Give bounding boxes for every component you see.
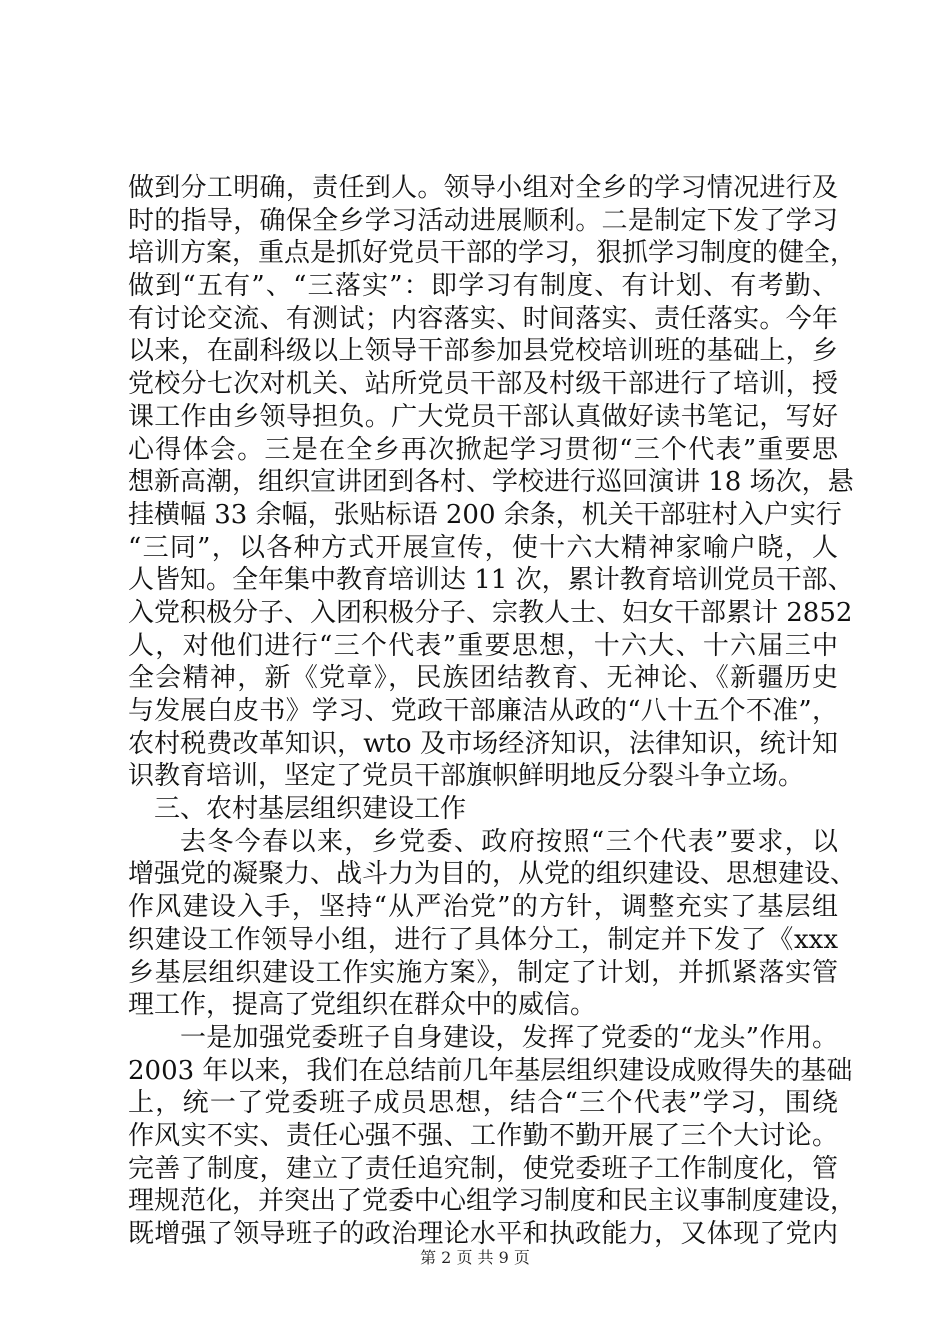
text-line: 作风实不实、责任心强不强、工作勤不勤开展了三个大讨论。 bbox=[128, 1120, 838, 1151]
text-line: 理工作，提高了党组织在群众中的威信。 bbox=[128, 990, 597, 1021]
text-line: 人，对他们进行“三个代表”重要思想，十六大、十六届三中 bbox=[128, 630, 838, 661]
text-line: 挂横幅 33 余幅，张贴标语 200 余条，机关干部驻村入户实行 bbox=[128, 499, 842, 530]
text-line: “三同”，以各种方式开展宣传，使十六大精神家喻户晓，人 bbox=[128, 532, 838, 563]
text-line: 做到分工明确，责任到人。领导小组对全乡的学习情况进行及 bbox=[128, 173, 838, 203]
text-line: 识教育培训，坚定了党员干部旗帜鲜明地反分裂斗争立场。 bbox=[128, 761, 805, 792]
text-line: 党校分七次对机关、站所党员干部及村级干部进行了培训，授 bbox=[128, 369, 838, 400]
text-line: 既增强了领导班子的政治理论水平和执政能力，又体现了党内 bbox=[128, 1219, 838, 1249]
text-line: 增强党的凝聚力、战斗力为目的，从党的组织建设、思想建设、 bbox=[128, 859, 857, 890]
page-number: 第 2 页 共 9 页 bbox=[420, 1248, 530, 1267]
text-line: 一是加强党委班子自身建设，发挥了党委的“龙头”作用。 bbox=[180, 1022, 838, 1053]
text-line: 心得体会。三是在全乡再次掀起学习贯彻“三个代表”重要思 bbox=[128, 434, 838, 465]
text-line: 去冬今春以来，乡党委、政府按照“三个代表”要求，以 bbox=[180, 826, 838, 857]
text-line: 入党积极分子、入团积极分子、宗教人士、妇女干部累计 2852 bbox=[128, 597, 853, 628]
text-line: 想新高潮，组织宣讲团到各村、学校进行巡回演讲 18 场次，悬 bbox=[128, 467, 854, 498]
text-line: 有讨论交流、有测试；内容落实、时间落实、责任落实。今年 bbox=[128, 303, 838, 334]
text-line: 上，统一了党委班子成员思想，结合“三个代表”学习，围绕 bbox=[128, 1088, 838, 1119]
document-body bbox=[128, 172, 857, 1251]
text-line: 人皆知。全年集中教育培训达 11 次，累计教育培训党员干部、 bbox=[128, 565, 854, 596]
text-line: 理规范化，并突出了党委中心组学习制度和民主议事制度建设， bbox=[128, 1186, 857, 1217]
text-line: 培训方案，重点是抓好党员干部的学习，狠抓学习制度的健全， bbox=[128, 238, 857, 269]
page-footer bbox=[0, 1245, 950, 1268]
text-line: 农村税费改革知识，wto 及市场经济知识，法律知识，统计知 bbox=[128, 728, 838, 759]
text-line: 做到“五有”、“三落实”：即学习有制度、有计划、有考勤、 bbox=[128, 271, 838, 302]
text-line: 与发展白皮书》学习、党政干部廉洁从政的“八十五个不准”， bbox=[128, 696, 838, 726]
text-line: 织建设工作领导小组，进行了具体分工，制定并下发了《xxx bbox=[128, 924, 838, 955]
text-line: 乡基层组织建设工作实施方案》，制定了计划，并抓紧落实管 bbox=[128, 957, 838, 988]
text-line: 完善了制度，建立了责任追究制，使党委班子工作制度化，管 bbox=[128, 1153, 838, 1184]
text-line: 全会精神，新《党章》，民族团结教育、无神论、《新疆历史 bbox=[128, 663, 838, 694]
section-heading: 三、农村基层组织建设工作 bbox=[154, 794, 467, 825]
text-line: 2003 年以来，我们在总结前几年基层组织建设成败得失的基础 bbox=[128, 1055, 853, 1086]
text-line: 课工作由乡领导担负。广大党员干部认真做好读书笔记，写好 bbox=[128, 401, 838, 432]
text-line: 以来，在副科级以上领导干部参加县党校培训班的基础上，乡 bbox=[128, 336, 838, 367]
text-line: 时的指导，确保全乡学习活动进展顺利。二是制定下发了学习 bbox=[128, 205, 838, 236]
text-line: 作风建设入手，坚持“从严治党”的方针，调整充实了基层组 bbox=[128, 892, 838, 923]
